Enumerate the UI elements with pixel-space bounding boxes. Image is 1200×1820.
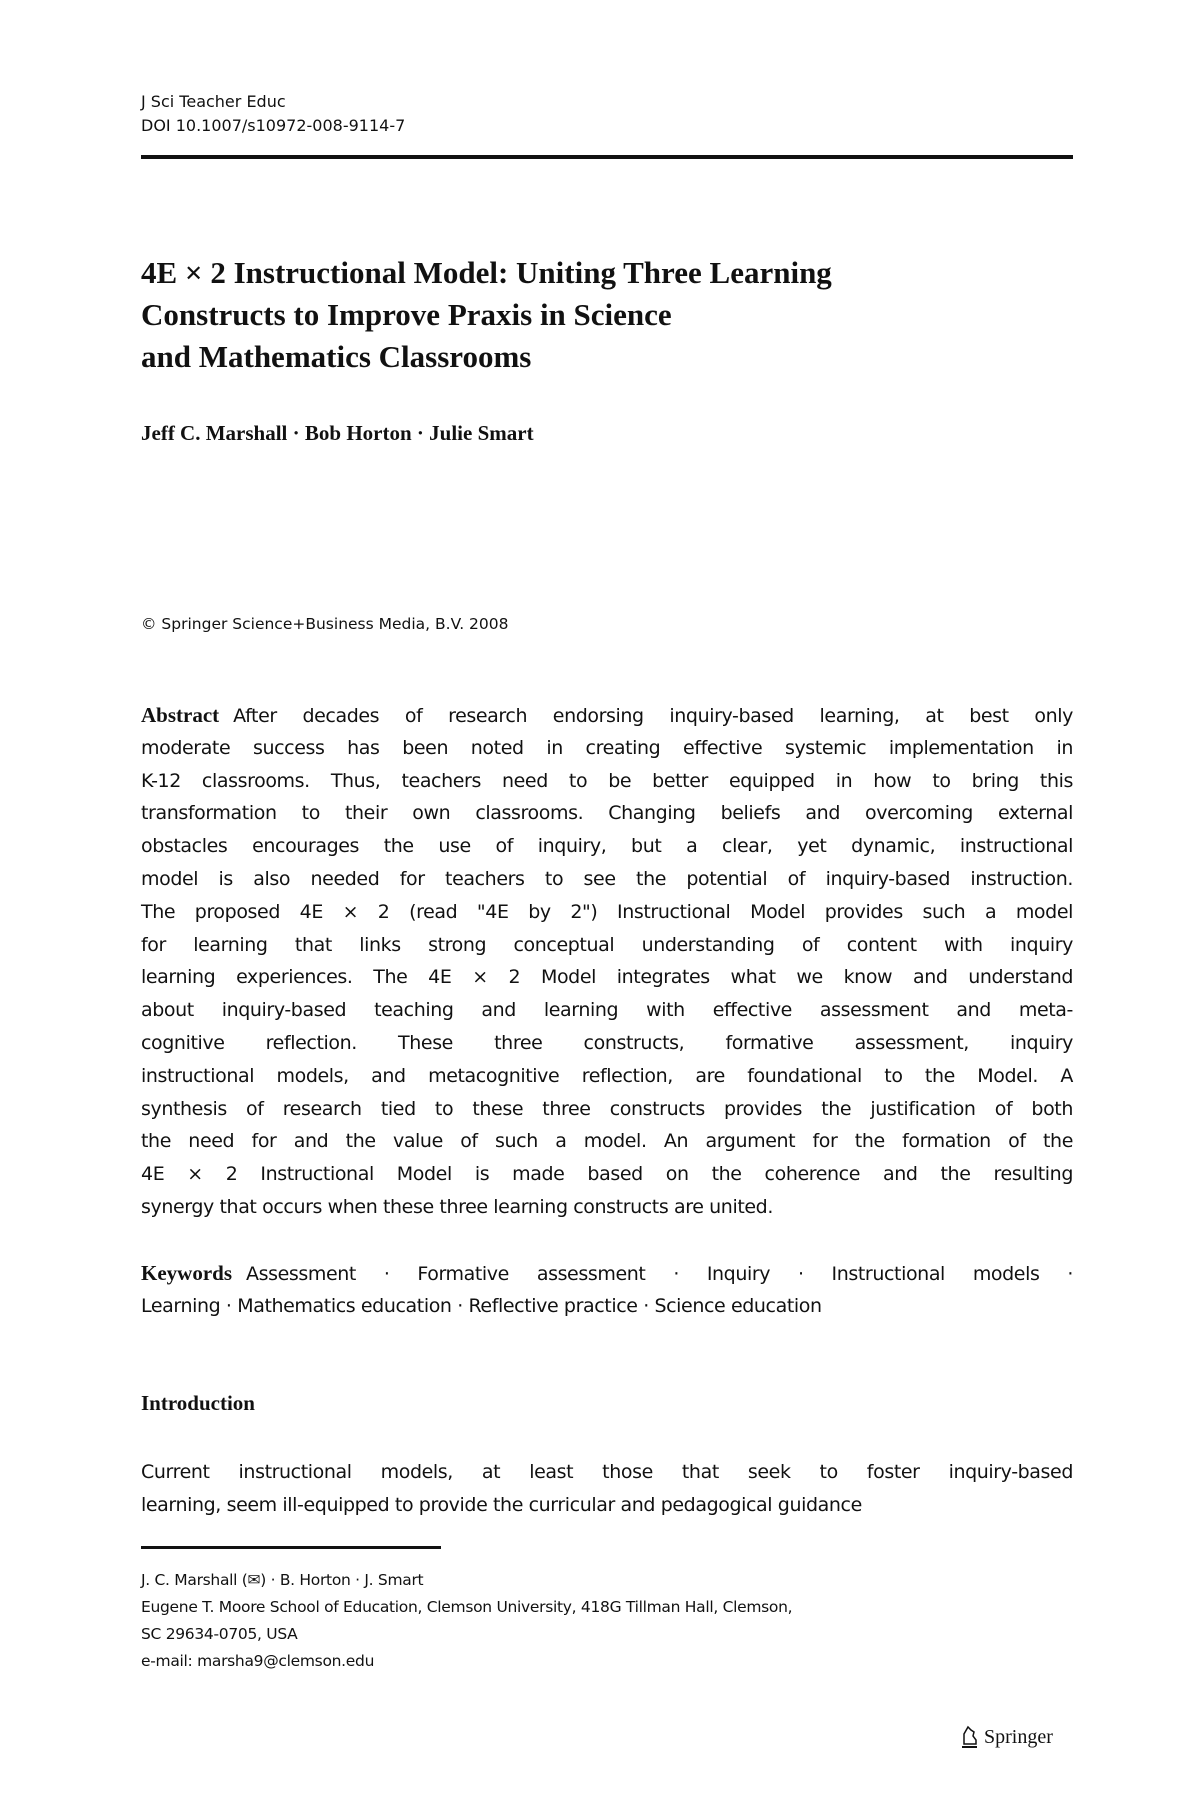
publisher-name: Springer [984, 1725, 1053, 1748]
section-heading-introduction: Introduction [141, 1391, 255, 1415]
line-text: learning, seem ill-equipped to provide the curricular and pedagogical guidance [141, 1493, 862, 1516]
footnote-authors: J. C. Marshall (✉) · B. Horton · J. Smart [141, 1571, 424, 1589]
running-header [141, 90, 405, 138]
text-line [141, 1060, 1073, 1093]
line-text: K-12 classrooms. Thus, teachers need to be better equipped in how to bring this [141, 769, 1073, 792]
text-line [141, 1191, 1073, 1224]
copyright: © Springer Science+Business Media, B.V. 2008 [141, 615, 509, 633]
text-line [141, 961, 1073, 994]
text-line [141, 1027, 1073, 1060]
author-footnote [141, 1567, 792, 1675]
text-line [141, 732, 1073, 765]
line-text: Current instructional models, at least those that seek to foster inquiry-based [141, 1461, 1073, 1483]
text-line [141, 1456, 1073, 1489]
line-text: the need for and the value of such a model. An argument for the formation of the [141, 1130, 1073, 1153]
text-line [141, 1257, 1073, 1290]
journal-name: J Sci Teacher Educ [141, 92, 286, 111]
line-text: cognitive reflection. These three constructs, formative assessment, inquiry [141, 1031, 1073, 1054]
keywords [141, 1257, 1073, 1323]
text-line [141, 896, 1073, 929]
text-line [141, 797, 1073, 830]
title-line: Constructs to Improve Praxis in Science [141, 297, 672, 332]
line-text: for learning that links strong conceptual understanding of content with inquiry [141, 933, 1073, 956]
header-rule [141, 155, 1073, 159]
line-text: model is also needed for teachers to see the potential of inquiry-based instruction. [141, 867, 1073, 890]
line-text: 4E × 2 Instructional Model is made based on the coherence and the resulting [141, 1163, 1073, 1186]
springer-knight-icon [958, 1724, 980, 1750]
footnote-affiliation: Eugene T. Moore School of Education, Clemson University, 418G Tillman Hall, Clemson, [141, 1598, 793, 1616]
publisher-logo [958, 1724, 1053, 1750]
title-line: 4E × 2 Instructional Model: Uniting Three Learning [141, 255, 832, 290]
text-line [141, 1093, 1073, 1126]
section-label: Keywords [141, 1261, 232, 1285]
text-line [141, 863, 1073, 896]
paper-title [141, 252, 832, 378]
introduction-text [141, 1456, 1073, 1522]
footnote-email: e-mail: marsha9@clemson.edu [141, 1652, 375, 1670]
line-text: transformation to their own classrooms. Changing beliefs and overcoming external [141, 802, 1073, 825]
line-text: obstacles encourages the use of inquiry, but a clear, yet dynamic, instructional [141, 835, 1073, 858]
line-text: about inquiry-based teaching and learning with effective assessment and meta- [141, 999, 1073, 1022]
text-line [141, 699, 1073, 732]
doi: DOI 10.1007/s10972-008-9114-7 [141, 116, 406, 135]
line-text: synthesis of research tied to these three constructs provides the justification of both [141, 1097, 1073, 1120]
line-text: learning experiences. The 4E × 2 Model integrates what we know and understand [141, 966, 1073, 989]
abstract [141, 699, 1073, 1224]
text-line [141, 765, 1073, 798]
line-text: moderate success has been noted in creating effective systemic implementation in [141, 736, 1073, 759]
line-text: Learning · Mathematics education · Reflective practice · Science education [141, 1294, 822, 1317]
footnote-affiliation-cont: SC 29634-0705, USA [141, 1625, 298, 1643]
line-text: Assessment · Formative assessment · Inquiry · Instructional models · [246, 1263, 1073, 1285]
section-label: Abstract [141, 703, 220, 727]
authors: Jeff C. Marshall · Bob Horton · Julie Smart [141, 421, 534, 445]
line-text: After decades of research endorsing inquiry-based learning, at best only [233, 705, 1073, 727]
line-text: The proposed 4E × 2 (read "4E by 2") Instructional Model provides such a model [141, 900, 1073, 923]
line-text: synergy that occurs when these three learning constructs are united. [141, 1195, 773, 1218]
text-line [141, 1290, 1073, 1323]
title-line: and Mathematics Classrooms [141, 339, 532, 374]
text-line [141, 1158, 1073, 1191]
text-line [141, 1125, 1073, 1158]
text-line [141, 929, 1073, 962]
line-text: instructional models, and metacognitive reflection, are foundational to the Model. A [141, 1064, 1073, 1087]
text-line [141, 994, 1073, 1027]
text-line [141, 1489, 1073, 1522]
text-line [141, 830, 1073, 863]
footnote-rule [141, 1546, 441, 1549]
